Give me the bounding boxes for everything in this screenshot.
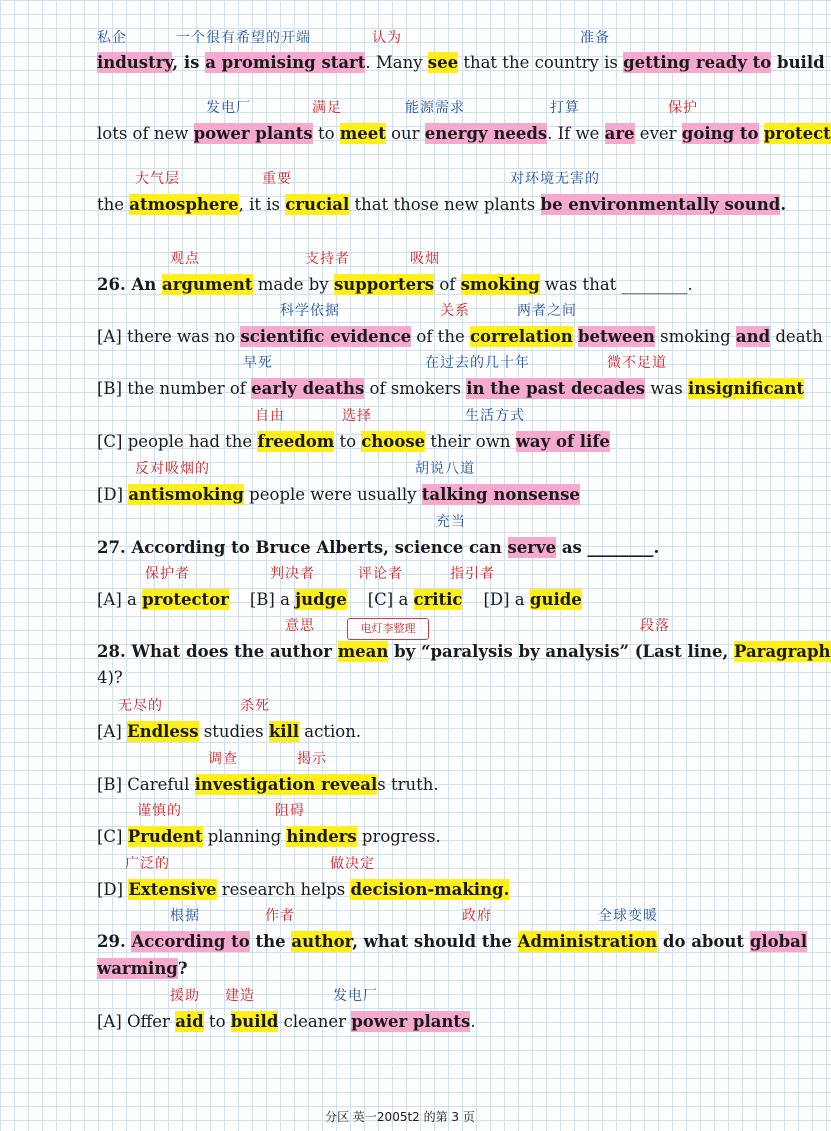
question-26 [97,274,693,296]
highlight: getting ready to [623,53,772,72]
highlight: build [230,1012,279,1031]
highlight: Administration [517,932,658,951]
annotation: 发电厂 [333,988,378,1004]
highlight: power plants [193,124,313,143]
highlight: argument [162,275,253,294]
question-29-cont [97,958,188,980]
highlight: According to [131,932,250,951]
text: [D] a [462,590,530,609]
annotation: 充当 [436,514,466,530]
annotation: 胡说八道 [415,461,475,477]
annotation: 对环境无害的 [510,171,600,187]
highlight: hinders [286,827,357,846]
annotation: 私企 [97,30,127,46]
text: by “paralysis by analysis” (Last line, [388,642,734,661]
annotation: 保护 [668,100,698,116]
annotation: 早死 [243,355,273,371]
text: 29. [97,932,132,951]
text: of [434,275,461,294]
highlight: critic [413,590,463,609]
options-27 [97,589,582,611]
text: [A] a [97,590,143,609]
option-26d [97,484,580,506]
annotation: 发电厂 [206,100,251,116]
text: was [645,379,689,398]
annotation: 无尽的 [118,698,163,714]
text: [A] [97,722,128,741]
highlight: be environmentally sound [540,195,781,214]
annotation: 谨慎的 [137,803,182,819]
annotation: 援助 [170,988,200,1004]
text: [B] Careful [97,775,195,794]
text: [C] [97,827,128,846]
question-28 [97,641,831,663]
text: , it is [238,195,286,214]
highlight: Extensive [128,880,217,899]
annotation: 满足 [312,100,342,116]
text: [C] people had the [97,432,258,451]
annotation: 认为 [372,30,402,46]
text: the [97,195,130,214]
text: [B] the number of [97,379,252,398]
text: ? [177,959,188,978]
annotation: 调查 [208,751,238,767]
text: as ________. [556,538,660,557]
annotation: 两者之间 [517,303,577,319]
annotation: 杀死 [240,698,270,714]
option-26c [97,431,610,453]
text: [C] a [346,590,414,609]
highlight: aid [175,1012,204,1031]
annotation: 判决者 [270,566,315,582]
highlight: atmosphere [129,195,239,214]
text-line [97,123,831,145]
option-28a [97,721,361,743]
highlight: between [578,327,655,346]
text-line [97,194,786,216]
annotation: 科学依据 [280,303,340,319]
annotation: 打算 [550,100,580,116]
highlight: smoking [460,275,540,294]
highlight: global [749,932,808,951]
highlight: see [427,53,459,72]
highlight: way of life [515,432,610,451]
text: that the country is [458,53,624,72]
highlight: Prudent [127,827,203,846]
text: [D] [97,485,129,504]
annotation: 重要 [262,171,292,187]
highlight: kill [268,722,300,741]
annotation: 指引者 [450,566,495,582]
highlight: investigation reveal [194,775,378,794]
text: cleaner [278,1012,352,1031]
question-29 [97,931,807,953]
annotation: 广泛的 [125,856,170,872]
highlight: Endless [127,722,199,741]
highlight: serve [507,538,557,557]
highlight: and [735,327,771,346]
highlight: protector [142,590,229,609]
text: progress. [356,827,441,846]
annotation: 自由 [255,408,285,424]
question-28-cont: 4)? [97,668,123,687]
text: 27. According to Bruce Alberts, science can [97,538,508,557]
highlight: industry [97,53,173,72]
text: of the [411,327,470,346]
text: smoking [654,327,736,346]
highlight: freedom [257,432,335,451]
text: . If we [547,124,605,143]
text: studies [198,722,269,741]
text: 28. What does the author [97,642,338,661]
text: their own [425,432,516,451]
text: , is [172,53,206,72]
text: research helps [216,880,351,899]
option-26b [97,378,804,400]
text: , what should the [352,932,518,951]
annotation: 根据 [170,908,200,924]
annotation: 吸烟 [410,251,440,267]
annotation: 微不足道 [607,355,667,371]
highlight: scientific evidence [240,327,412,346]
text: . Many [365,53,428,72]
text: build [771,53,825,72]
text: made by [252,275,334,294]
option-26a [97,326,823,348]
text-line [97,52,825,74]
option-28b [97,774,439,796]
annotation: 在过去的几十年 [425,355,530,371]
text: to [203,1012,231,1031]
highlight: author [291,932,353,951]
highlight: talking nonsense [421,485,580,504]
annotation: 选择 [342,408,372,424]
highlight: protect [763,124,831,143]
text: of smokers [364,379,467,398]
annotation: 保护者 [145,566,190,582]
annotation: 全球变暖 [598,908,658,924]
text: death [770,327,823,346]
highlight: correlation [469,327,573,346]
text: the [249,932,292,951]
highlight: supporters [333,275,435,294]
annotation: 能源需求 [405,100,465,116]
text: to [334,432,362,451]
text: to [312,124,340,143]
highlight: early deaths [251,379,365,398]
text: [D] [97,880,129,899]
highlight: guide [529,590,582,609]
annotation: 关系 [440,303,470,319]
highlight: meet [339,124,386,143]
text: . [470,1012,476,1031]
highlight: Paragraph [734,642,831,661]
text: . [780,195,787,214]
annotation: 意思 [285,618,315,634]
text [759,124,764,143]
highlight: going to [681,124,759,143]
highlight: mean [337,642,389,661]
annotation: 反对吸烟的 [135,461,210,477]
highlight: crucial [285,195,350,214]
text: was that ________. [539,275,693,294]
annotation: 大气层 [135,171,180,187]
highlight: choose [361,432,426,451]
highlight: a promising start [205,53,366,72]
text: [A] there was no [97,327,241,346]
annotation: 做决定 [330,856,375,872]
annotation: 生活方式 [465,408,525,424]
question-27 [97,537,659,559]
annotation: 评论者 [358,566,403,582]
text: that those new plants [349,195,541,214]
highlight: warming [97,959,178,978]
annotation: 建造 [225,988,255,1004]
highlight: insignificant [688,379,804,398]
text: planning [202,827,287,846]
stamp: 电灯李整理 [347,618,429,640]
text: do about [657,932,750,951]
highlight: judge [295,590,347,609]
highlight: are [604,124,635,143]
highlight: energy needs [424,124,548,143]
text: people were usually [243,485,422,504]
text: ever [634,124,682,143]
annotation: 段落 [640,618,670,634]
highlight: power plants [351,1012,471,1031]
option-29a [97,1011,476,1033]
highlight: in the past decades [466,379,646,398]
annotation: 揭示 [297,751,327,767]
text: action. [299,722,362,741]
text: our [385,124,425,143]
highlight: decision-making. [350,880,510,899]
text: lots of new [97,124,194,143]
text: [B] a [228,590,296,609]
text: 26. An [97,275,162,294]
annotation: 作者 [265,908,295,924]
annotation: 观点 [170,251,200,267]
annotation: 支持者 [305,251,350,267]
highlight: antismoking [128,485,244,504]
page-footer: 分区 英一2005t2 的第 3 页 [325,1110,475,1124]
text: s truth. [377,775,439,794]
annotation: 一个很有希望的开端 [176,30,311,46]
text: [A] Offer [97,1012,176,1031]
option-28c [97,826,441,848]
annotation: 阻碍 [275,803,305,819]
annotation: 政府 [462,908,492,924]
annotation: 准备 [580,30,610,46]
option-28d [97,879,509,901]
